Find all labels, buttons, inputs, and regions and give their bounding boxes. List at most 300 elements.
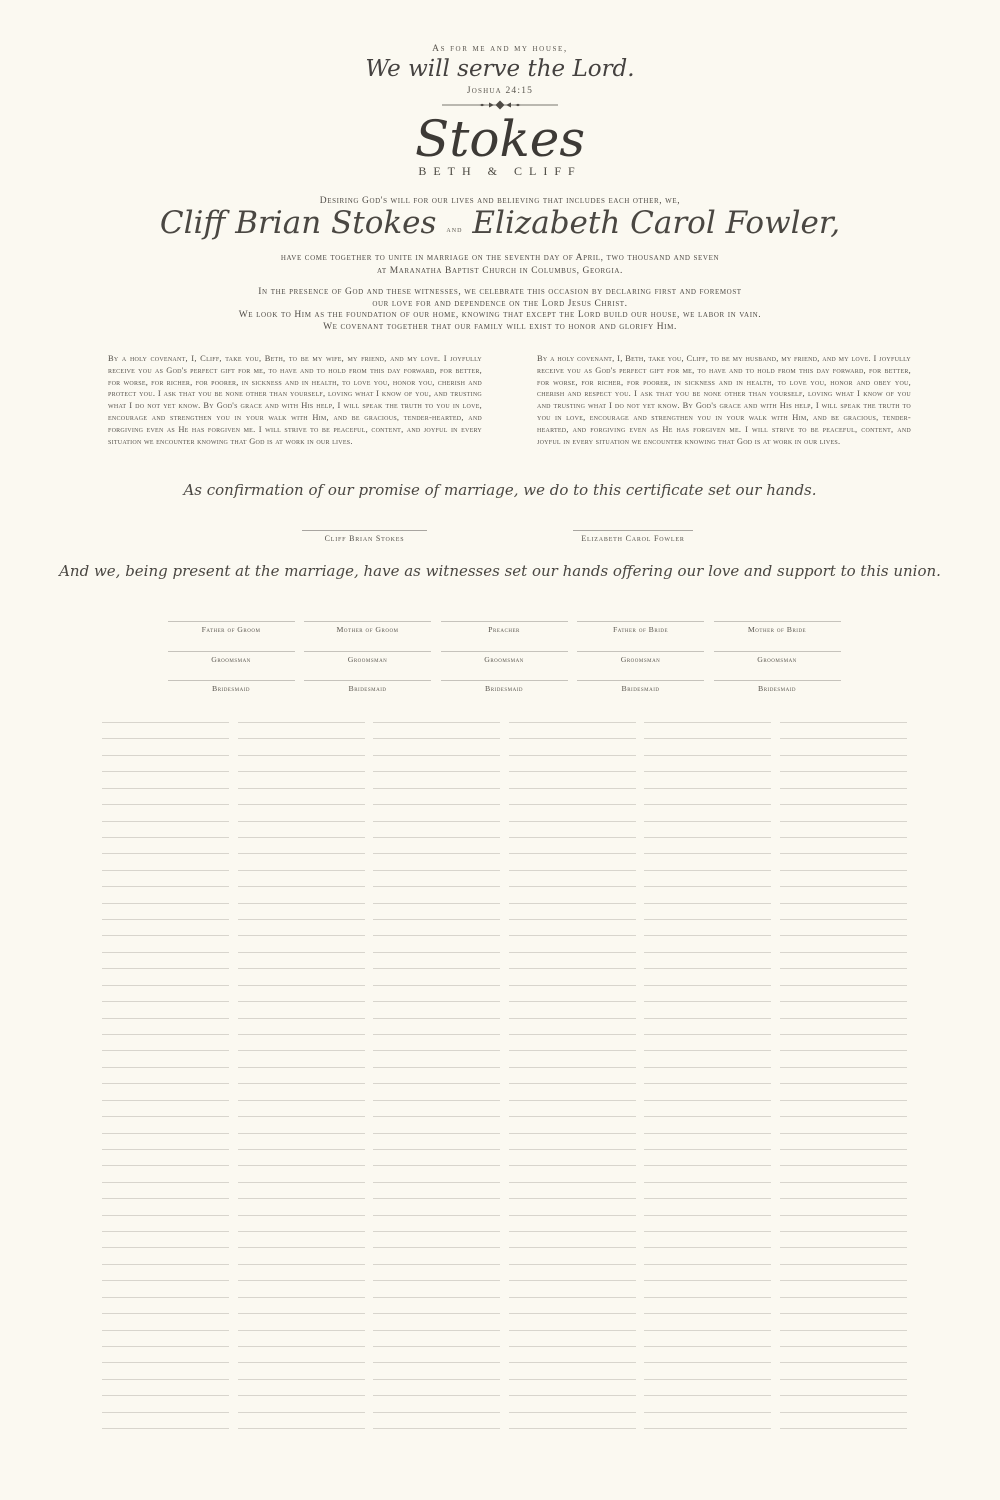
- guest-signature-line: [644, 952, 771, 953]
- guest-signature-line: [238, 1362, 365, 1363]
- guest-signature-line: [644, 1067, 771, 1068]
- guest-signature-line: [509, 1050, 636, 1051]
- guest-signature-line: [238, 1100, 365, 1101]
- guest-signature-line: [509, 935, 636, 936]
- guest-signature-line: [373, 1165, 500, 1166]
- guest-signature-line: [373, 1116, 500, 1117]
- guest-signature-line: [644, 1264, 771, 1265]
- guest-signature-line: [644, 968, 771, 969]
- guest-signature-line: [509, 853, 636, 854]
- guest-signature-line: [509, 1001, 636, 1002]
- guest-signature-line: [238, 935, 365, 936]
- guest-signature-line: [509, 1215, 636, 1216]
- guest-signature-line: [509, 1182, 636, 1183]
- guest-signature-line: [644, 1034, 771, 1035]
- guest-signature-line: [780, 1330, 907, 1331]
- guest-signature-line: [780, 1165, 907, 1166]
- guest-signature-line: [509, 870, 636, 871]
- guest-signature-line: [102, 886, 229, 887]
- witness-signature-line: [168, 621, 295, 622]
- couple-full-names: [0, 205, 1000, 241]
- witness-signature-line: [577, 651, 704, 652]
- guest-signature-line: [238, 1165, 365, 1166]
- guest-signature-line: [644, 1280, 771, 1281]
- witness-role-label: Mother of Bride: [747, 625, 807, 634]
- guest-signature-line: [102, 1149, 229, 1150]
- bride-signature-label: Elizabeth Carol Fowler: [581, 534, 685, 543]
- bride-signature-line: [573, 530, 693, 531]
- guest-signature-line: [644, 821, 771, 822]
- guest-signature-line: [238, 870, 365, 871]
- guest-signature-line: [780, 1198, 907, 1199]
- guest-signature-line: [373, 919, 500, 920]
- witness-role-label: Groomsman: [347, 655, 388, 664]
- and-conjunction: and: [446, 224, 463, 235]
- witness-statement: And we, being present at the marriage, have as witnesses set our hands offering our love and support to this union.: [59, 562, 941, 580]
- guest-signature-line: [373, 1346, 500, 1347]
- groom-signature-line: [302, 530, 427, 531]
- guest-signature-line: [780, 1412, 907, 1413]
- guest-signature-line: [780, 1247, 907, 1248]
- guest-signature-line: [509, 1018, 636, 1019]
- guest-signature-line: [373, 1428, 500, 1429]
- guest-signature-line: [102, 903, 229, 904]
- guest-signature-line: [644, 1247, 771, 1248]
- guest-signature-line: [644, 1395, 771, 1396]
- guest-signature-line: [238, 1215, 365, 1216]
- guest-signature-line: [509, 771, 636, 772]
- guest-signature-line: [102, 1280, 229, 1281]
- guest-signature-line: [102, 738, 229, 739]
- guest-signature-line: [780, 1149, 907, 1150]
- guest-signature-line: [373, 903, 500, 904]
- guest-signature-line: [509, 1412, 636, 1413]
- guest-signature-line: [102, 870, 229, 871]
- guest-signature-line: [238, 1379, 365, 1380]
- guest-signature-line: [102, 755, 229, 756]
- marriage-statement-line: at Maranatha Baptist Church in Columbus, Georgia.: [376, 266, 624, 276]
- witness-role-label: Groomsman: [211, 655, 251, 664]
- guest-signature-line: [373, 1379, 500, 1380]
- guest-signature-line: [238, 771, 365, 772]
- witness-signature-line: [168, 651, 295, 652]
- witness-signature-line: [714, 621, 841, 622]
- guest-signature-line: [780, 968, 907, 969]
- witness-role-label: Father of Bride: [612, 625, 669, 634]
- guest-signature-line: [644, 1215, 771, 1216]
- guest-signature-line: [373, 1050, 500, 1051]
- guest-signature-line: [509, 1346, 636, 1347]
- guest-signature-line: [509, 821, 636, 822]
- verse-reference: Joshua 24:15: [466, 86, 534, 96]
- guest-signature-line: [509, 1149, 636, 1150]
- witness-role-label: Mother of Groom: [336, 625, 399, 634]
- guest-signature-line: [644, 722, 771, 723]
- guest-signature-line: [373, 1034, 500, 1035]
- guest-signature-line: [644, 1133, 771, 1134]
- witness-signature-line: [304, 621, 431, 622]
- guest-signature-line: [644, 788, 771, 789]
- guest-signature-line: [780, 1297, 907, 1298]
- guest-signature-line: [238, 853, 365, 854]
- guest-signature-line: [644, 985, 771, 986]
- guest-signature-line: [644, 837, 771, 838]
- guest-signature-line: [644, 1182, 771, 1183]
- guest-signature-line: [102, 935, 229, 936]
- guest-signature-line: [238, 886, 365, 887]
- guest-signature-line: [238, 1198, 365, 1199]
- guest-signature-line: [780, 755, 907, 756]
- guest-signature-line: [644, 1001, 771, 1002]
- guest-signature-line: [102, 1034, 229, 1035]
- guest-signature-line: [509, 755, 636, 756]
- guest-signature-line: [238, 1280, 365, 1281]
- guest-signature-line: [780, 1280, 907, 1281]
- guest-signature-line: [373, 738, 500, 739]
- guest-signature-line: [102, 1231, 229, 1232]
- guest-signature-line: [780, 1313, 907, 1314]
- guest-signature-line: [780, 903, 907, 904]
- guest-signature-line: [509, 1247, 636, 1248]
- witness-role-label: Father of Groom: [201, 625, 261, 634]
- guest-signature-line: [509, 722, 636, 723]
- guest-signature-line: [373, 952, 500, 953]
- guest-signature-line: [373, 1182, 500, 1183]
- presence-statement-line: We look to Him as the foundation of our home, knowing that except the Lord build our house, we labor in vain.: [238, 310, 762, 320]
- guest-signature-line: [509, 1100, 636, 1101]
- witness-signature-line: [304, 680, 431, 681]
- guest-signature-line: [102, 1428, 229, 1429]
- witness-signature-line: [168, 680, 295, 681]
- guest-signature-line: [780, 837, 907, 838]
- witness-signature-line: [304, 651, 431, 652]
- guest-signature-line: [644, 903, 771, 904]
- guest-signature-line: [373, 1001, 500, 1002]
- witness-role-label: Groomsman: [620, 655, 661, 664]
- guest-signature-line: [238, 1133, 365, 1134]
- guest-signature-line: [102, 1247, 229, 1248]
- guest-signature-line: [509, 1165, 636, 1166]
- guest-signature-line: [238, 1231, 365, 1232]
- guest-signature-line: [102, 804, 229, 805]
- groom-signature-label: Cliff Brian Stokes: [324, 534, 405, 543]
- groom-vow-paragraph: By a holy covenant, I, Cliff, take you, Beth, to be my wife, my friend, and my love. I joyfully receive you as God's perfect gift for me, to have and to hold from this day forward, for better, for worse, for richer, for poorer, in sickness and in health, to love you, honor you, cherish and protect you. I ask that you be none other than yourself, loving what I know of you, and trusting what I do not yet know. By God's grace and with His help, I will speak the truth to you in love, encourage and strengthen you in your walk with Him, and be gracious, tender-hearted, and forgiving even as He has forgiven me. I will strive to be peaceful, content, and joyful in every situation we encounter knowing that God is at work in our lives.: [108, 353, 482, 446]
- marriage-statement-line: have come together to unite in marriage on the seventh day of April, two thousand and seven: [280, 253, 720, 263]
- guest-signature-line: [644, 804, 771, 805]
- guest-signature-line: [644, 1116, 771, 1117]
- witness-signature-line: [714, 680, 841, 681]
- guest-signature-line: [373, 1395, 500, 1396]
- guest-signature-line: [102, 985, 229, 986]
- guest-signature-line: [373, 771, 500, 772]
- guest-signature-line: [102, 1313, 229, 1314]
- guest-signature-line: [102, 1297, 229, 1298]
- guest-signature-line: [780, 738, 907, 739]
- presence-statement-line: We covenant together that our family will exist to honor and glorify Him.: [323, 321, 677, 332]
- guest-signature-line: [509, 1297, 636, 1298]
- guest-signature-line: [238, 1395, 365, 1396]
- guest-signature-line: [102, 1018, 229, 1019]
- guest-signature-line: [102, 1001, 229, 1002]
- guest-signature-line: [644, 771, 771, 772]
- guest-signature-line: [102, 1182, 229, 1183]
- witness-role-label: Bridesmaid: [348, 684, 387, 693]
- guest-signature-line: [644, 1198, 771, 1199]
- witness-signature-line: [441, 621, 568, 622]
- guest-signature-line: [644, 919, 771, 920]
- confirmation-statement: As confirmation of our promise of marriage, we do to this certificate set our hands.: [183, 481, 817, 499]
- guest-signature-line: [644, 1018, 771, 1019]
- guest-signature-line: [780, 1346, 907, 1347]
- guest-signature-line: [644, 886, 771, 887]
- guest-signature-line: [238, 1313, 365, 1314]
- guest-signature-line: [644, 1313, 771, 1314]
- guest-signature-line: [373, 870, 500, 871]
- guest-signature-line: [644, 1297, 771, 1298]
- guest-signature-line: [509, 1313, 636, 1314]
- guest-signature-line: [373, 985, 500, 986]
- guest-signature-line: [238, 1001, 365, 1002]
- guest-signature-line: [780, 985, 907, 986]
- guest-signature-line: [509, 1231, 636, 1232]
- guest-signature-line: [644, 935, 771, 936]
- guest-signature-line: [509, 1198, 636, 1199]
- guest-signature-line: [780, 1067, 907, 1068]
- guest-signature-line: [644, 1330, 771, 1331]
- guest-signature-line: [373, 1067, 500, 1068]
- guest-signature-line: [644, 870, 771, 871]
- witness-role-label: Bridesmaid: [758, 684, 796, 693]
- witness-signature-line: [441, 680, 568, 681]
- guest-signature-line: [509, 1330, 636, 1331]
- guest-signature-line: [102, 1215, 229, 1216]
- guest-signature-line: [238, 1428, 365, 1429]
- guest-signature-line: [644, 1050, 771, 1051]
- guest-signature-line: [373, 722, 500, 723]
- guest-signature-line: [238, 1297, 365, 1298]
- guest-signature-line: [509, 1133, 636, 1134]
- guest-signature-line: [102, 821, 229, 822]
- guest-signature-line: [780, 1034, 907, 1035]
- intro-statement: Desiring God's will for our lives and believing that includes each other, we,: [319, 196, 681, 206]
- guest-signature-line: [102, 722, 229, 723]
- guest-signature-line: [644, 755, 771, 756]
- guest-signature-line: [102, 1330, 229, 1331]
- guest-signature-line: [780, 853, 907, 854]
- guest-signature-line: [238, 985, 365, 986]
- guest-signature-line: [102, 1067, 229, 1068]
- guest-signature-line: [102, 1116, 229, 1117]
- witness-role-label: Groomsman: [484, 655, 524, 664]
- guest-signature-line: [780, 1050, 907, 1051]
- presence-statement-line: In the presence of God and these witnesses, we celebrate this occasion by declaring first and foremost: [258, 287, 742, 297]
- guest-signature-line: [780, 886, 907, 887]
- couple-nicknames: BETH & CLIFF: [418, 164, 582, 178]
- guest-signature-line: [780, 1018, 907, 1019]
- guest-signature-line: [102, 1050, 229, 1051]
- guest-signature-line: [509, 903, 636, 904]
- guest-signature-line: [509, 1083, 636, 1084]
- guest-signature-line: [509, 804, 636, 805]
- guest-signature-line: [238, 952, 365, 953]
- guest-signature-line: [238, 722, 365, 723]
- guest-signature-line: [644, 1412, 771, 1413]
- guest-signature-line: [238, 1264, 365, 1265]
- guest-signature-line: [780, 1395, 907, 1396]
- guest-signature-line: [509, 1280, 636, 1281]
- witness-signature-line: [577, 680, 704, 681]
- guest-signature-line: [509, 952, 636, 953]
- guest-signature-line: [102, 1362, 229, 1363]
- guest-signature-line: [373, 804, 500, 805]
- guest-signature-line: [644, 1346, 771, 1347]
- guest-signature-line: [238, 1116, 365, 1117]
- guest-signature-line: [373, 1264, 500, 1265]
- guest-signature-line: [373, 1215, 500, 1216]
- guest-signature-line: [102, 1264, 229, 1265]
- guest-signature-line: [373, 788, 500, 789]
- guest-signature-line: [780, 722, 907, 723]
- guest-signature-line: [373, 853, 500, 854]
- guest-signature-line: [509, 1395, 636, 1396]
- guest-signature-line: [238, 755, 365, 756]
- guest-signature-line: [780, 1379, 907, 1380]
- guest-signature-line: [102, 853, 229, 854]
- guest-signature-line: [780, 788, 907, 789]
- guest-signature-line: [373, 1083, 500, 1084]
- guest-signature-line: [780, 1001, 907, 1002]
- guest-signature-line: [780, 1231, 907, 1232]
- guest-signature-line: [509, 1264, 636, 1265]
- guest-signature-line: [238, 1083, 365, 1084]
- guest-signature-line: [780, 804, 907, 805]
- guest-signature-line: [102, 952, 229, 953]
- guest-signature-line: [102, 1395, 229, 1396]
- guest-signature-line: [102, 919, 229, 920]
- bride-vow-paragraph: By a holy covenant, I, Beth, take you, Cliff, to be my husband, my friend, and my love. I joyfully receive you as God's perfect gift for me, to have and to hold from this day forward, for better, for worse, for richer, for poorer, in sickness and in health, to love you, honor and obey you, cherish and respect you. I ask that you be none other than yourself, loving what I know of you and trusting what I do not yet know. By God's grace and with His help, I will speak the truth to you in love, encourage and strengthen you in your walk with Him, and be gracious, tender-hearted, and forgiving even as He has forgiven me. I will strive to be peaceful, content, and joyful in every situation we encounter knowing that God is at work in our lives.: [537, 353, 911, 446]
- guest-signature-line: [373, 968, 500, 969]
- guest-signature-line: [102, 1133, 229, 1134]
- guest-signature-line: [238, 1182, 365, 1183]
- guest-signature-line: [238, 1330, 365, 1331]
- guest-signature-line: [780, 1182, 907, 1183]
- guest-signature-line: [373, 886, 500, 887]
- guest-signature-line: [509, 1067, 636, 1068]
- guest-signature-line: [644, 1231, 771, 1232]
- guest-signature-line: [238, 804, 365, 805]
- family-name-title: Stokes: [415, 110, 585, 168]
- guest-signature-line: [373, 1149, 500, 1150]
- presence-statement-line: our love for and dependence on the Lord Jesus Christ.: [372, 298, 628, 309]
- guest-signature-line: [509, 837, 636, 838]
- guest-signature-line: [644, 1100, 771, 1101]
- witness-role-label: Preacher: [488, 625, 520, 634]
- witness-role-label: Bridesmaid: [212, 684, 250, 693]
- guest-signature-line: [780, 952, 907, 953]
- guest-signature-line: [644, 738, 771, 739]
- guest-signature-line: [780, 1215, 907, 1216]
- guest-signature-line: [102, 1165, 229, 1166]
- guest-signature-line: [373, 1280, 500, 1281]
- guest-signature-line: [509, 919, 636, 920]
- guest-signature-line: [373, 755, 500, 756]
- witness-role-label: Bridesmaid: [621, 684, 660, 693]
- guest-signature-line: [780, 935, 907, 936]
- guest-signature-line: [373, 1231, 500, 1232]
- guest-signature-line: [509, 1362, 636, 1363]
- guest-signature-line: [102, 968, 229, 969]
- guest-signature-line: [509, 886, 636, 887]
- guest-signature-line: [644, 853, 771, 854]
- guest-signature-line: [238, 837, 365, 838]
- guest-signature-line: [373, 1313, 500, 1314]
- guest-signature-line: [780, 1264, 907, 1265]
- guest-signature-line: [373, 1362, 500, 1363]
- guest-signature-line: [238, 788, 365, 789]
- guest-signature-line: [373, 837, 500, 838]
- witness-role-label: Groomsman: [757, 655, 797, 664]
- guest-signature-line: [373, 1100, 500, 1101]
- guest-signature-line: [102, 771, 229, 772]
- guest-signature-line: [102, 1346, 229, 1347]
- guest-signature-line: [780, 1133, 907, 1134]
- guest-signature-line: [644, 1379, 771, 1380]
- guest-signature-line: [780, 870, 907, 871]
- guest-signature-line: [373, 821, 500, 822]
- guest-signature-line: [238, 1067, 365, 1068]
- guest-signature-line: [780, 1083, 907, 1084]
- guest-signature-line: [780, 1362, 907, 1363]
- guest-signature-line: [509, 1116, 636, 1117]
- guest-signature-line: [373, 1247, 500, 1248]
- guest-signature-line: [644, 1362, 771, 1363]
- guest-signature-line: [509, 1428, 636, 1429]
- guest-signature-line: [102, 1198, 229, 1199]
- guest-signature-line: [238, 919, 365, 920]
- guest-signature-line: [780, 1116, 907, 1117]
- guest-signature-line: [509, 1034, 636, 1035]
- guest-signature-line: [238, 1034, 365, 1035]
- witness-signature-line: [441, 651, 568, 652]
- guest-signature-line: [102, 788, 229, 789]
- verse-script-text: We will serve the Lord.: [365, 56, 635, 82]
- guest-signature-line: [509, 968, 636, 969]
- guest-signature-line: [509, 985, 636, 986]
- guest-signature-line: [644, 1149, 771, 1150]
- guest-signature-line: [509, 788, 636, 789]
- guest-signature-line: [238, 1247, 365, 1248]
- guest-signature-line: [780, 1428, 907, 1429]
- guest-signature-line: [238, 1050, 365, 1051]
- witness-signature-line: [714, 651, 841, 652]
- guest-signature-line: [102, 1379, 229, 1380]
- guest-signature-line: [373, 1297, 500, 1298]
- guest-signature-line: [102, 1100, 229, 1101]
- guest-signature-line: [644, 1083, 771, 1084]
- guest-signature-line: [102, 1083, 229, 1084]
- guest-signature-line: [238, 1149, 365, 1150]
- bride-full-name: Elizabeth Carol Fowler,: [472, 205, 841, 241]
- guest-signature-line: [102, 1412, 229, 1413]
- guest-signature-line: [238, 821, 365, 822]
- guest-signature-line: [373, 1018, 500, 1019]
- guest-signature-line: [780, 919, 907, 920]
- guest-signature-line: [238, 903, 365, 904]
- groom-full-name: Cliff Brian Stokes: [159, 205, 437, 241]
- guest-signature-line: [238, 968, 365, 969]
- guest-signature-line: [780, 771, 907, 772]
- guest-signature-line: [780, 1100, 907, 1101]
